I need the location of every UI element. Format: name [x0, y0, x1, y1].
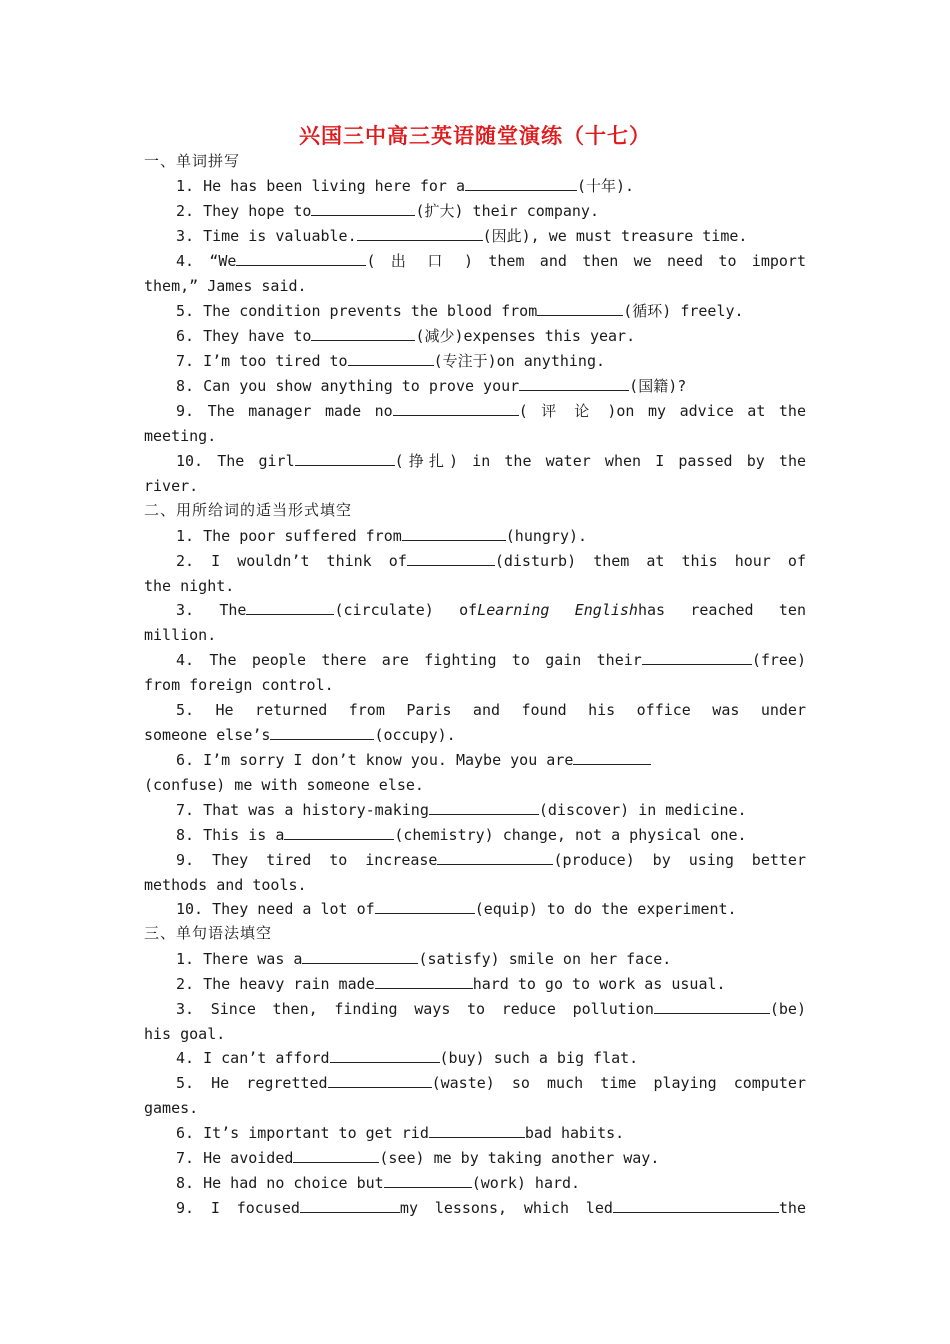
answer-blank[interactable]: [311, 326, 415, 341]
answer-blank[interactable]: [302, 949, 418, 964]
s1-q9: 9. The manager made no ( 评 论 )on my advice at the: [176, 402, 806, 420]
s2-q8: 8. This is a (chemistry) change, not a physical one.: [176, 826, 747, 844]
answer-blank[interactable]: [357, 226, 483, 241]
s3-q7: 7. He avoided (see) me by taking another way.: [176, 1149, 660, 1167]
s3-q4: 4. I can’t afford (buy) such a big flat.: [176, 1049, 639, 1067]
answer-blank[interactable]: [328, 1073, 432, 1088]
s1-q10: 10. The girl (挣扎) in the water when I passed by the: [176, 452, 806, 470]
s3-q8: 8. He had no choice but (work) hard.: [176, 1174, 581, 1192]
s1-q2: 2. They hope to (扩大) their company.: [176, 202, 599, 220]
s1-q5: 5. The condition prevents the blood from (循环) freely.: [176, 302, 744, 320]
answer-blank[interactable]: [295, 451, 395, 466]
page-title: 兴国三中高三英语随堂演练（十七）: [299, 123, 651, 148]
s3-q5: 5. He regretted (waste) so much time playing computer: [176, 1074, 806, 1092]
s1-q8: 8. Can you show anything to prove your (国籍)?: [176, 377, 687, 395]
s2-q3-cont: million.: [144, 626, 217, 644]
answer-blank[interactable]: [348, 351, 434, 366]
s1-q9-cont: meeting.: [144, 427, 217, 445]
answer-blank[interactable]: [519, 376, 629, 391]
answer-blank[interactable]: [654, 999, 770, 1014]
answer-blank[interactable]: [642, 650, 752, 665]
s2-q5-cont: someone else’s (occupy).: [144, 726, 456, 744]
answer-blank[interactable]: [437, 850, 553, 865]
answer-blank[interactable]: [236, 251, 366, 266]
answer-blank[interactable]: [407, 551, 495, 566]
s3-q3: 3. Since then, finding ways to reduce pollution (be): [176, 1000, 806, 1018]
answer-blank[interactable]: [375, 974, 473, 989]
s2-q9-cont: methods and tools.: [144, 876, 307, 894]
s2-q3: 3. The (circulate) ofLearning Englishhas reached ten: [176, 601, 806, 619]
s3-q9: 9. I focused my lessons, which led the: [176, 1199, 806, 1217]
section-heading-word-forms: 二、用所给词的适当形式填空: [144, 501, 353, 519]
answer-blank[interactable]: [330, 1048, 440, 1063]
s2-q4-cont: from foreign control.: [144, 676, 334, 694]
answer-blank[interactable]: [311, 201, 415, 216]
s2-q7: 7. That was a history-making (discover) in medicine.: [176, 801, 747, 819]
s2-q9: 9. They tired to increase (produce) by using better: [176, 851, 806, 869]
answer-blank[interactable]: [300, 1198, 400, 1213]
answer-blank[interactable]: [613, 1198, 779, 1213]
s1-q6: 6. They have to (减少)expenses this year.: [176, 327, 636, 345]
s3-q5-cont: games.: [144, 1099, 199, 1117]
answer-blank[interactable]: [393, 401, 519, 416]
answer-blank[interactable]: [246, 600, 334, 615]
s1-q1: 1. He has been living here for a (十年).: [176, 177, 635, 195]
s1-q4: 4. “We ( 出 口 ) them and then we need to import: [176, 252, 806, 270]
s3-q1: 1. There was a (satisfy) smile on her face.: [176, 950, 672, 968]
answer-blank[interactable]: [270, 725, 374, 740]
answer-blank[interactable]: [293, 1148, 379, 1163]
answer-blank[interactable]: [465, 176, 577, 191]
answer-blank[interactable]: [284, 825, 394, 840]
section-heading-spelling: 一、单词拼写: [144, 152, 241, 170]
s1-q3: 3. Time is valuable. (因此), we must treasure time.: [176, 227, 748, 245]
s3-q2: 2. The heavy rain made hard to go to work as usual.: [176, 975, 726, 993]
answer-blank[interactable]: [429, 800, 539, 815]
answer-blank[interactable]: [375, 899, 475, 914]
s2-q6: 6. I’m sorry I don’t know you. Maybe you are: [176, 750, 651, 770]
s1-q10-cont: river.: [144, 477, 199, 495]
answer-blank[interactable]: [573, 750, 651, 765]
s2-q1: 1. The poor suffered from (hungry).: [176, 527, 588, 545]
s1-q7: 7. I’m too tired to (专注于)on anything.: [176, 352, 606, 370]
s3-q3-cont: his goal.: [144, 1025, 226, 1043]
s2-q5: 5. He returned from Paris and found his office was under: [176, 701, 806, 719]
s2-q4: 4. The people there are fighting to gain their (free): [176, 651, 806, 669]
s2-q2-cont: the night.: [144, 577, 235, 595]
s2-q2: 2. I wouldn’t think of (disturb) them at this hour of: [176, 552, 806, 570]
s3-q6: 6. It’s important to get rid bad habits.: [176, 1124, 625, 1142]
answer-blank[interactable]: [402, 526, 506, 541]
answer-blank[interactable]: [429, 1123, 525, 1138]
s2-q6-cont: (confuse) me with someone else.: [144, 776, 424, 794]
answer-blank[interactable]: [537, 301, 623, 316]
section-heading-grammar: 三、单句语法填空: [144, 924, 273, 942]
s2-q10: 10. They need a lot of (equip) to do the experiment.: [176, 900, 737, 918]
answer-blank[interactable]: [384, 1173, 472, 1188]
s1-q4-cont: them,” James said.: [144, 277, 307, 295]
